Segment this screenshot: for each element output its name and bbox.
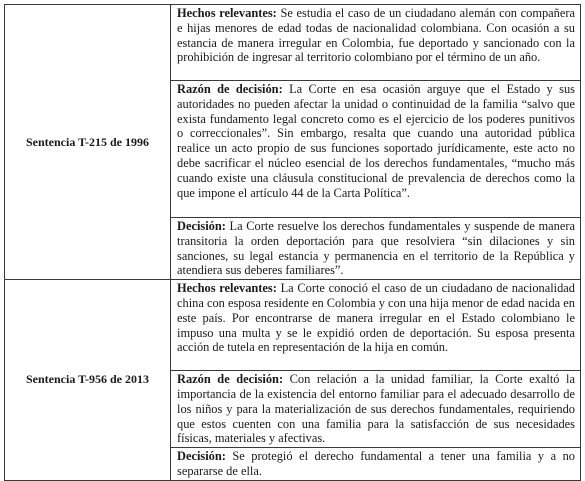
section-title: Razón de decisión:	[177, 372, 284, 387]
hechos-relevantes-cell	[171, 5, 581, 81]
decision-cell	[171, 448, 581, 481]
section-text: La Corte en esa ocasión arguye que el Estado y sus autoridades no pueden afectar la unidad o continuidad de la familia “salvo que exista fundamento legal concreto como es el ejercicio de los poderes punitivos o correccionales”. Sin embargo, resalta que cuando una autoridad pública realice un acto propio de sus funciones soportado jurídicamente, este acto no debe sacrificar el núcleo esencial de los derechos fundamentales, “mucho más cuando existe una cláusula constitucional de prevalencia de derechos como la que impone el artículo 44 de la Carta Política”.	[177, 82, 575, 200]
section-paragraph	[177, 82, 575, 200]
section-paragraph	[177, 281, 575, 355]
section-paragraph	[177, 372, 575, 446]
case-label: Sentencia T-956 de 2013	[25, 372, 149, 387]
section-text: Con relación a la unidad familiar, la Corte exaltó la importancia de la existencia del entorno familiar para el adecuado desarrollo de los niños y para la materialización de sus derechos fundamentales, requiriendo que estos cuenten con una familia para la satisfacción de sus necesidades físicas, materiales y afectivas.	[177, 372, 575, 446]
section-text: La Corte resuelve los derechos fundamentales y suspende de manera transitoria la orden deportación para que resolviera “sin dilaciones y sin sanciones, su legal estancia y permanencia en el territorio de la República y atendiera sus deberes familiares”.	[177, 219, 575, 278]
section-text: La Corte conoció el caso de un ciudadano de nacionalidad china con esposa residente en Colombia y con una hija menor de edad nacida en este país. Por encontrarse de manera irregular en el Estado colombiano le impuso una multa y se le expidió orden de deportación. Su esposa presenta acción de tutela en representación de la hija en común.	[177, 281, 575, 355]
section-text: Se protegió el derecho fundamental a tener una familia y a no separarse de ella.	[177, 449, 575, 478]
section-title: Razón de decisión:	[177, 82, 283, 96]
section-title: Decisión:	[177, 449, 226, 464]
section-text: Se estudia el caso de un ciudadano alemán con compañera e hijas menores de edad todas de nacionalidad colombiana. Con ocasión a su estancia de manera irregular en Colombia, fue deportado y sancionado con la prohibición de ingresar al territorio colombiano por el término de un año.	[177, 6, 575, 65]
razon-de-decision-cell	[171, 81, 581, 218]
razon-de-decision-cell	[171, 371, 581, 448]
section-paragraph	[177, 6, 575, 65]
case-label-cell	[5, 5, 171, 280]
jurisprudence-table	[4, 4, 581, 481]
section-title: Decisión:	[177, 219, 226, 233]
hechos-relevantes-cell	[171, 280, 581, 371]
case-label: Sentencia T-215 de 1996	[25, 134, 149, 149]
decision-cell	[171, 218, 581, 280]
case-row	[5, 5, 581, 81]
case-row	[5, 280, 581, 371]
section-paragraph	[177, 449, 575, 479]
case-label-cell	[5, 280, 171, 481]
section-paragraph	[177, 219, 575, 278]
section-title: Hechos relevantes:	[177, 281, 277, 296]
section-title: Hechos relevantes:	[177, 6, 277, 20]
